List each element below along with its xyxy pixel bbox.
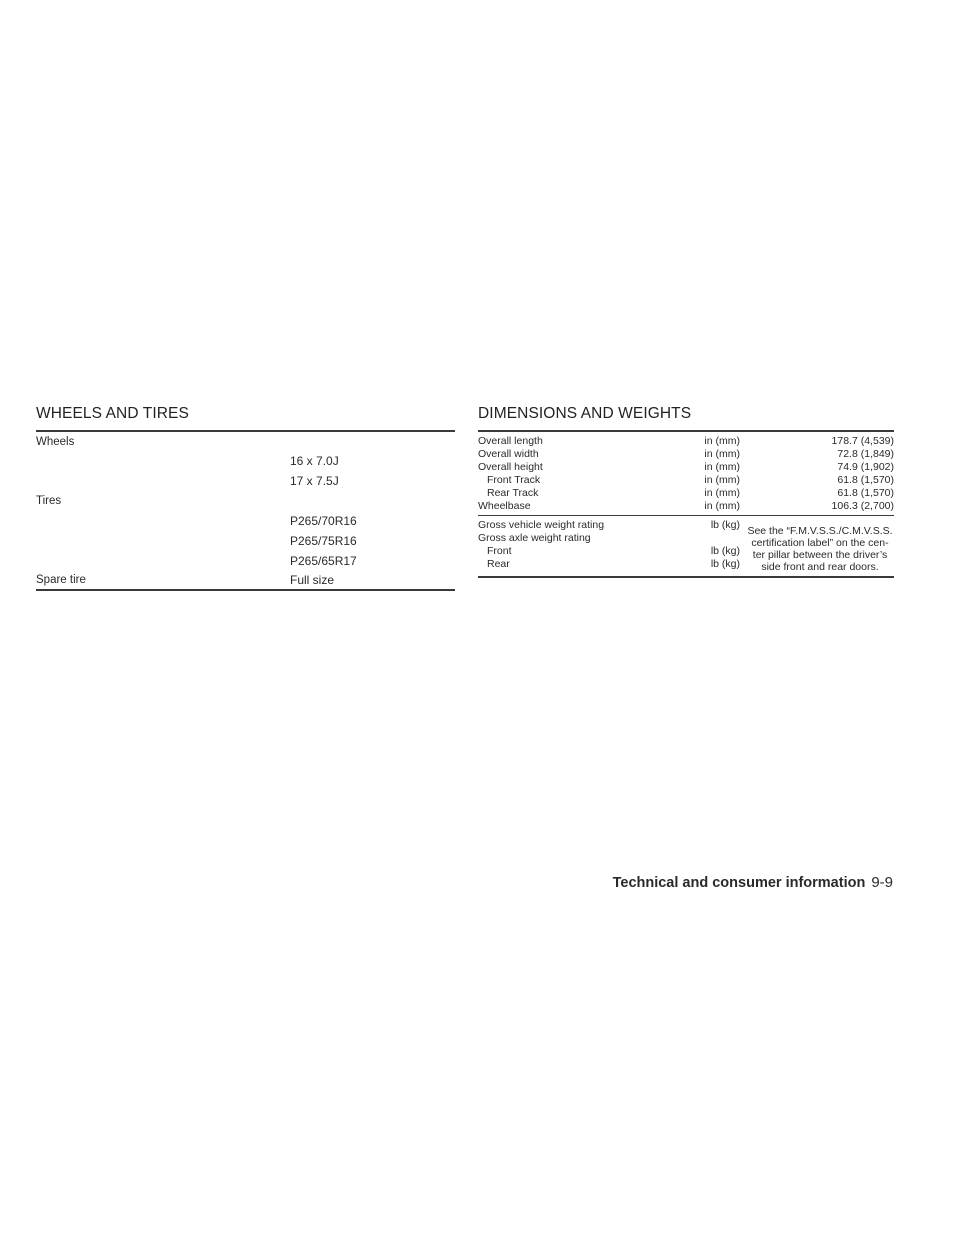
dimension-unit: in (mm) <box>704 474 740 486</box>
dimension-label: Front Track <box>487 474 541 486</box>
wheels-and-tires-section <box>36 405 455 591</box>
table-row <box>478 448 894 461</box>
dimension-value: 178.7 (4,539) <box>831 435 894 447</box>
table-row <box>478 487 894 500</box>
dimension-value: 61.8 (1,570) <box>837 474 894 486</box>
dimension-label: Rear Track <box>487 487 539 499</box>
table-row <box>478 545 740 558</box>
spare-tire-value: Full size <box>290 572 335 587</box>
wheel-size-value: 17 x 7.5J <box>290 473 339 488</box>
weight-label: Rear <box>487 558 510 570</box>
wheels-row <box>36 434 455 451</box>
dimension-unit: in (mm) <box>704 487 740 499</box>
table-row <box>478 532 740 545</box>
spare-tire-label: Spare tire <box>36 573 86 586</box>
dimension-value: 72.8 (1,849) <box>837 448 894 460</box>
dimension-unit: in (mm) <box>704 500 740 512</box>
wheel-size-row <box>36 471 455 491</box>
table-row <box>478 500 894 513</box>
weight-unit: lb (kg) <box>710 519 740 531</box>
weights-group <box>478 516 894 578</box>
dimension-unit: in (mm) <box>704 461 740 473</box>
spare-tire-row <box>36 571 455 591</box>
wheel-size-row <box>36 451 455 471</box>
tire-size-value: P265/75R16 <box>290 533 357 548</box>
dimension-label: Overall length <box>478 435 543 447</box>
weight-unit: lb (kg) <box>710 545 740 557</box>
weight-label: Front <box>487 545 512 557</box>
dimension-value: 106.3 (2,700) <box>831 500 894 512</box>
weight-label: Gross axle weight rating <box>478 532 591 544</box>
dimension-value: 61.8 (1,570) <box>837 487 894 499</box>
wheels-and-tires-table <box>36 434 455 591</box>
wheels-and-tires-heading: WHEELS AND TIRES <box>36 405 455 432</box>
dimensions-and-weights-heading: DIMENSIONS AND WEIGHTS <box>478 405 894 432</box>
dimensions-group <box>478 432 894 516</box>
weight-unit <box>678 532 740 545</box>
weight-label: Gross vehicle weight rating <box>478 519 605 531</box>
tires-label: Tires <box>36 494 62 507</box>
dimensions-and-weights-section <box>478 405 894 578</box>
wheels-label: Wheels <box>36 436 75 448</box>
dimensions-table <box>478 432 894 578</box>
tire-size-value: P265/65R17 <box>290 553 357 568</box>
footer-chapter-title: Technical and consumer information <box>612 875 866 891</box>
tire-size-row <box>36 551 455 571</box>
dimension-label: Overall height <box>478 461 543 473</box>
table-row <box>478 474 894 487</box>
table-row <box>478 461 894 474</box>
table-row <box>478 519 740 532</box>
tire-size-row <box>36 531 455 551</box>
dimension-value: 74.9 (1,902) <box>837 461 894 473</box>
page-footer <box>583 874 893 891</box>
table-row <box>478 558 740 571</box>
dimension-unit: in (mm) <box>704 435 740 447</box>
weights-note: See the “F.M.V.S.S./C.M.V.S.S. certification label” on the cen- ter pillar between the driver’s side front and rear doors. <box>747 525 893 573</box>
page-number: 9-9 <box>871 874 893 891</box>
wheel-size-value: 16 x 7.0J <box>290 453 339 468</box>
tire-size-row <box>36 511 455 531</box>
weight-unit: lb (kg) <box>710 558 740 570</box>
dimension-unit: in (mm) <box>704 448 740 460</box>
dimension-label: Overall width <box>478 448 539 460</box>
tires-row <box>36 491 455 511</box>
dimension-label: Wheelbase <box>478 500 531 512</box>
table-row <box>478 435 894 448</box>
tire-size-value: P265/70R16 <box>290 513 357 528</box>
